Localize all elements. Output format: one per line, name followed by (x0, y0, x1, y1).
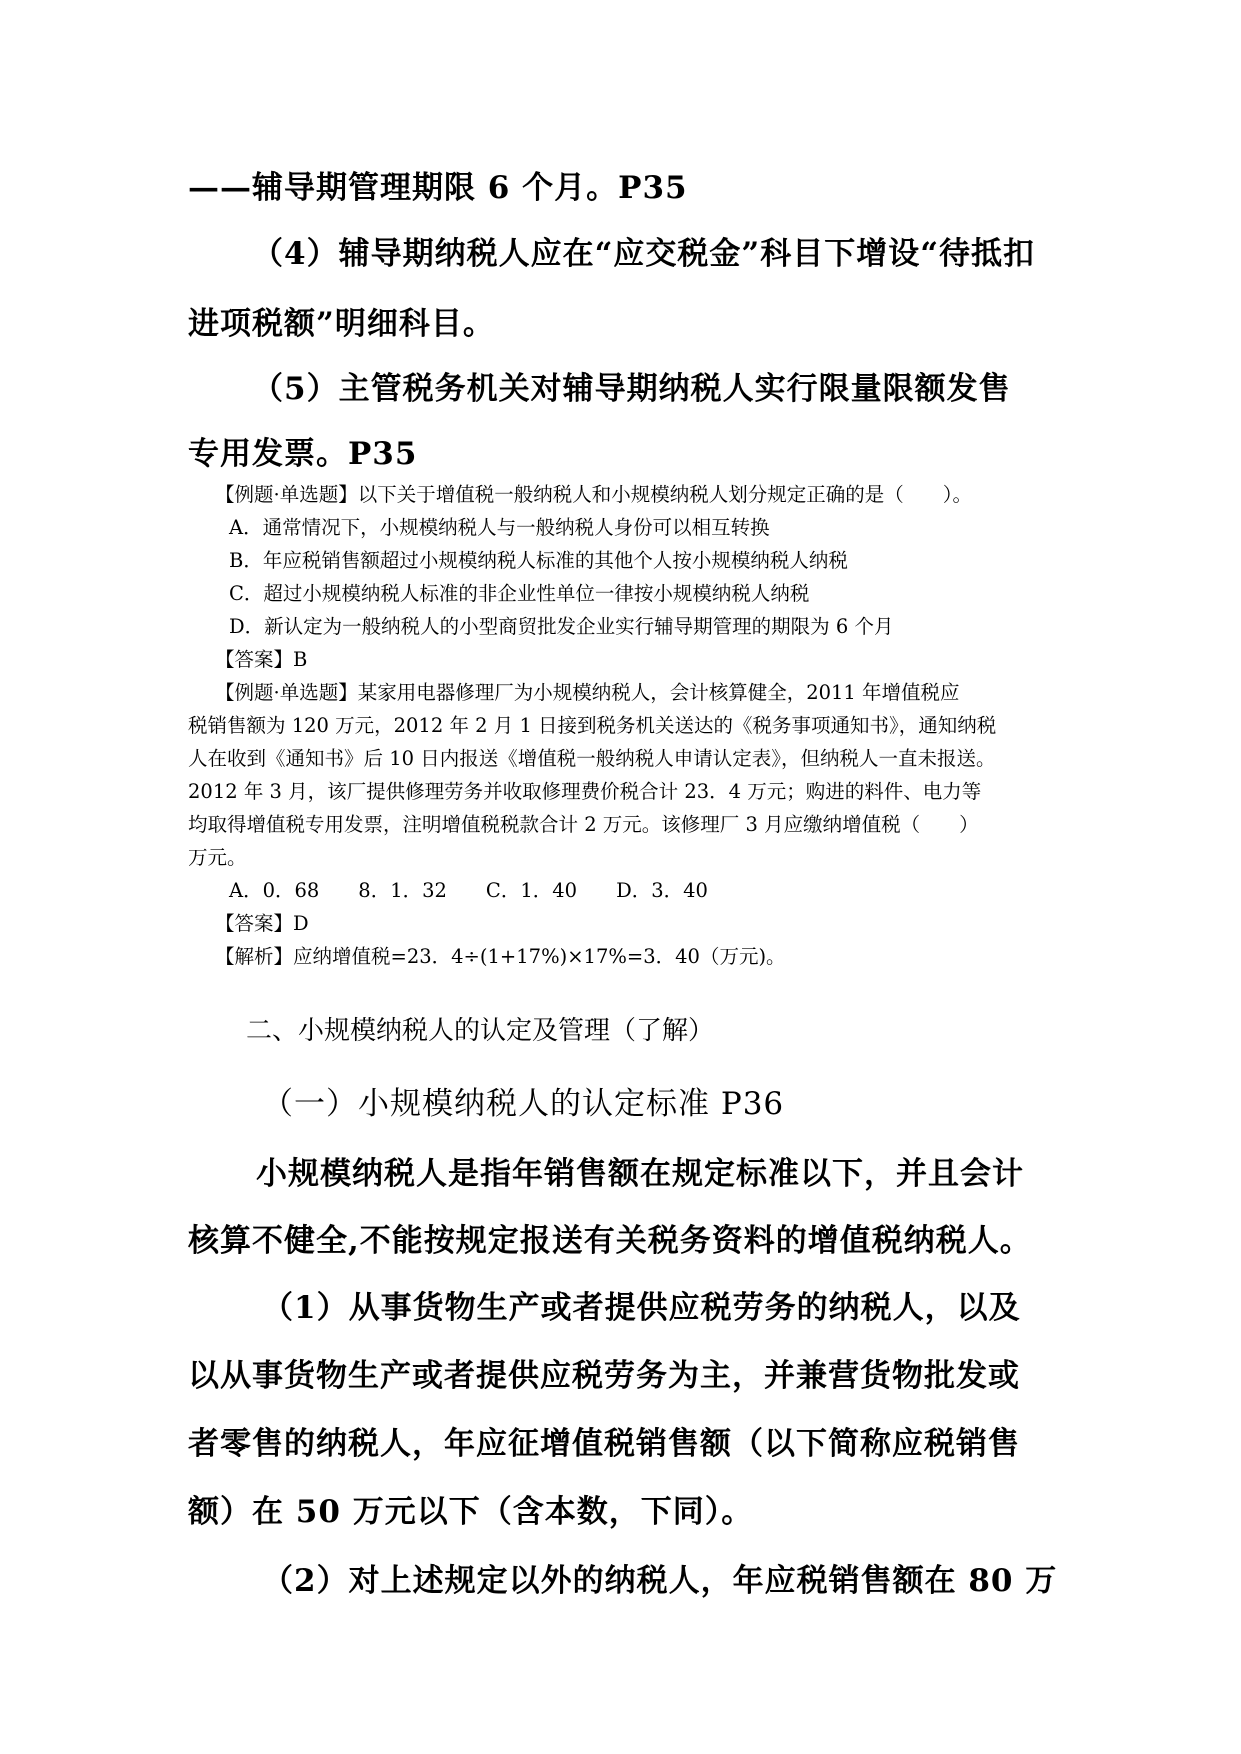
example-1-option-b: B．年应税销售额超过小规模纳税人标准的其他个人按小规模纳税人纳税 (229, 549, 848, 572)
example-2-question-line-2: 税销售额为 120 万元，2012 年 2 月 1 日接到税务机关送达的《税务事项通知书》，通知纳税 (188, 714, 997, 737)
example-2-question-line-6: 万元。 (188, 846, 247, 869)
example-1-option-d: D．新认定为一般纳税人的小型商贸批发企业实行辅导期管理的期限为 6 个月 (229, 615, 894, 638)
example-1-option-a: A．通常情况下，小规模纳税人与一般纳税人身份可以相互转换 (229, 516, 770, 539)
example-2-options: A．0．68 8．1．32 C．1．40 D．3．40 (229, 879, 708, 902)
example-1-option-c: C．超过小规模纳税人标准的非企业性单位一律按小规模纳税人纳税 (229, 582, 810, 605)
paragraph-1-line-1: 小规模纳税人是指年销售额在规定标准以下，并且会计 (256, 1156, 1024, 1192)
text-item-5-line-2: 专用发票。P35 (188, 436, 418, 472)
example-2-question-line-1: 【例题·单选题】某家用电器修理厂为小规模纳税人，会计核算健全，2011 年增值税应 (215, 681, 960, 704)
example-2-answer: 【答案】D (215, 912, 309, 935)
item-2-line-1: （2）对上述规定以外的纳税人，年应税销售额在 80 万 (262, 1563, 1058, 1599)
example-2-analysis: 【解析】应纳增值税=23．4÷(1+17%)×17%=3．40（万元)。 (215, 945, 786, 968)
item-1-line-3: 者零售的纳税人，年应征增值税销售额（以下简称应税销售 (188, 1426, 1020, 1462)
paragraph-1-line-2: 核算不健全,不能按规定报送有关税务资料的增值税纳税人。 (188, 1223, 1032, 1259)
example-1-answer: 【答案】B (215, 648, 308, 671)
item-1-line-1: （1）从事货物生产或者提供应税劳务的纳税人，以及 (262, 1290, 1021, 1326)
text-item-4-line-2: 进项税额”明细科目。 (188, 306, 495, 342)
text-item-4-line-1: （4）辅导期纳税人应在“应交税金”科目下增设“待抵扣 (252, 236, 1036, 272)
text-line-guidance-period: ——辅导期管理期限 6 个月。P35 (188, 170, 688, 206)
item-1-line-4: 额）在 50 万元以下（含本数，下同）。 (188, 1494, 754, 1530)
example-1-question: 【例题·单选题】以下关于增值税一般纳税人和小规模纳税人划分规定正确的是（ ）。 (215, 483, 972, 506)
section-two-subheading: （一）小规模纳税人的认定标准 P36 (262, 1086, 785, 1122)
example-2-question-line-5: 均取得增值税专用发票，注明增值税税款合计 2 万元。该修理厂 3 月应缴纳增值税（ ） (188, 813, 979, 836)
section-two-heading: 二、小规模纳税人的认定及管理（了解） (246, 1016, 715, 1046)
example-2-question-line-4: 2012 年 3 月，该厂提供修理劳务并收取修理费价税合计 23．4 万元；购进的料件、电力等 (188, 780, 982, 803)
text-item-5-line-1: （5）主管税务机关对辅导期纳税人实行限量限额发售 (252, 371, 1011, 407)
item-1-line-2: 以从事货物生产或者提供应税劳务为主，并兼营货物批发或 (188, 1358, 1020, 1394)
example-2-question-line-3: 人在收到《通知书》后 10 日内报送《增值税一般纳税人申请认定表》，但纳税人一直未报送。 (188, 747, 996, 770)
